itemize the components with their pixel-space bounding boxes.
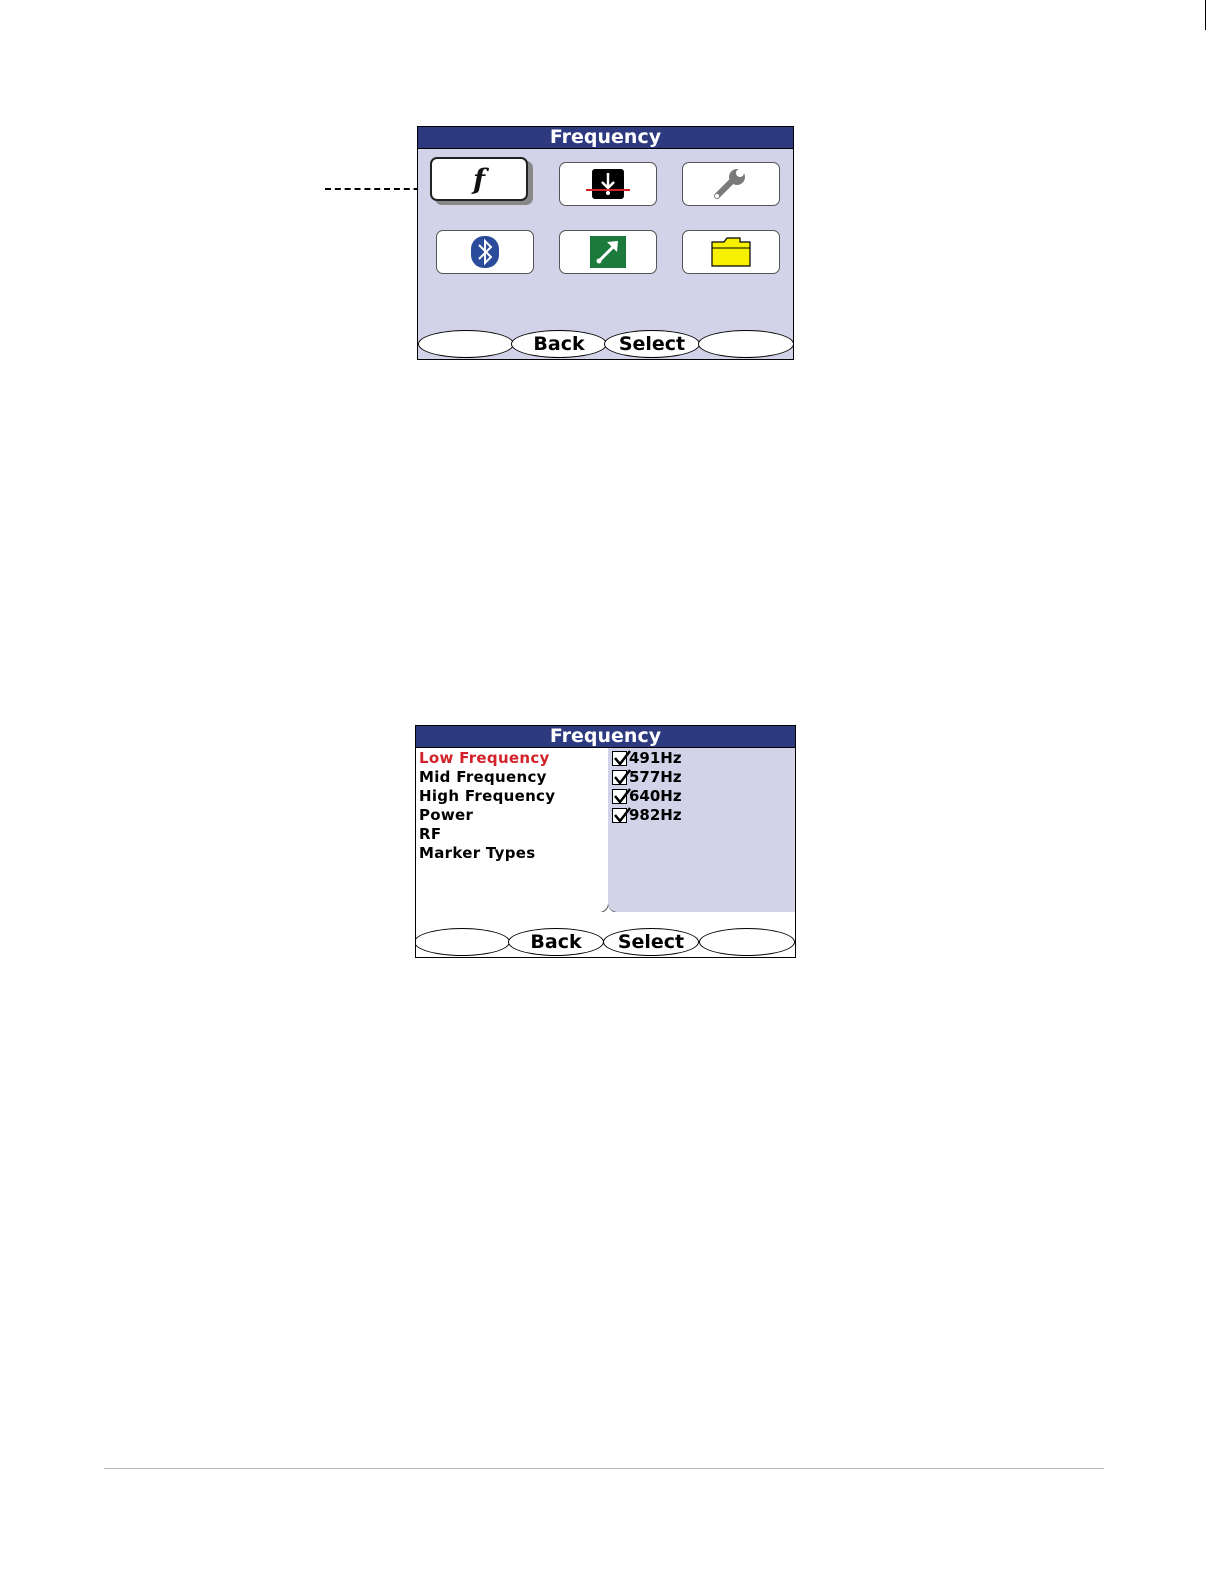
checkmark-icon — [612, 786, 632, 806]
menu-item-high-frequency[interactable]: High Frequency — [419, 787, 556, 805]
back-softkey[interactable]: Back — [511, 330, 607, 358]
frequency-options-panel — [608, 748, 795, 913]
wrench-icon — [709, 166, 753, 202]
main-menu-screen — [417, 126, 794, 360]
folder-icon — [710, 236, 752, 268]
frequency-f-icon: f — [472, 162, 486, 196]
checkbox-checked[interactable] — [612, 770, 627, 785]
softkey-4[interactable] — [698, 330, 794, 358]
select-softkey[interactable]: Select — [603, 928, 699, 956]
checkmark-icon — [612, 748, 632, 768]
checkbox-checked[interactable] — [612, 751, 627, 766]
option-label: 491Hz — [629, 749, 682, 767]
checkmark-icon — [612, 805, 632, 825]
softkey-1[interactable] — [418, 330, 514, 358]
checkbox-checked[interactable] — [612, 808, 627, 823]
option-label: 982Hz — [629, 806, 682, 824]
footer-rule — [104, 1468, 1104, 1469]
option-label: 577Hz — [629, 768, 682, 786]
bluetooth-button[interactable] — [436, 230, 534, 274]
back-softkey[interactable]: Back — [508, 928, 604, 956]
screen-title: Frequency — [416, 726, 795, 748]
export-button[interactable] — [559, 230, 657, 274]
page-edge-rule — [1205, 0, 1206, 30]
option-label: 640Hz — [629, 787, 682, 805]
checkmark-icon — [612, 767, 632, 787]
bluetooth-icon — [470, 235, 500, 269]
softkey-1[interactable] — [415, 928, 510, 956]
option-row[interactable] — [612, 749, 682, 767]
frequency-category-list — [416, 748, 609, 913]
select-softkey[interactable]: Select — [604, 330, 700, 358]
screen-title: Frequency — [418, 127, 793, 149]
menu-item-marker-types[interactable]: Marker Types — [419, 844, 536, 862]
sonde-download-icon — [584, 166, 632, 202]
settings-button[interactable] — [682, 162, 780, 206]
option-row[interactable] — [612, 787, 682, 805]
menu-item-rf[interactable]: RF — [419, 825, 442, 843]
softkey-bar — [415, 928, 796, 958]
export-arrow-icon — [590, 236, 626, 268]
option-row[interactable] — [612, 768, 682, 786]
frequency-list-screen — [415, 725, 796, 958]
menu-item-low-frequency[interactable]: Low Frequency — [419, 749, 550, 767]
sonde-button[interactable] — [559, 162, 657, 206]
option-row[interactable] — [612, 806, 682, 824]
menu-item-power[interactable]: Power — [419, 806, 474, 824]
files-button[interactable] — [682, 230, 780, 274]
menu-item-mid-frequency[interactable]: Mid Frequency — [419, 768, 547, 786]
softkey-bar — [417, 330, 794, 360]
checkbox-checked[interactable] — [612, 789, 627, 804]
frequency-button[interactable] — [430, 157, 528, 201]
softkey-4[interactable] — [699, 928, 795, 956]
